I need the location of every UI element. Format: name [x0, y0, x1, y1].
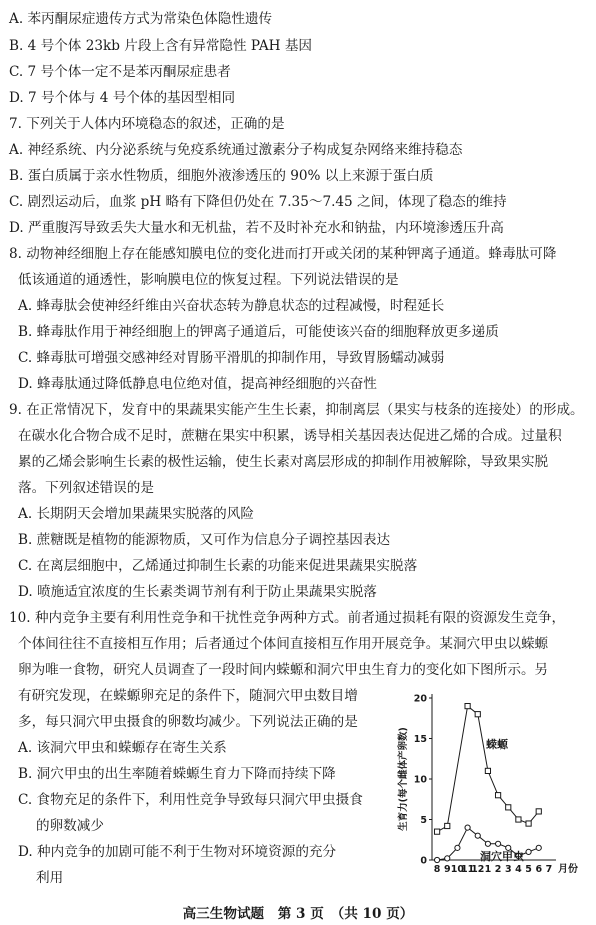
q9-stem-line-1: 9. 在正常情况下，发育中的果蔬果实能产生生长素，抑制离层（果实与枝条的连接处）的形成。 — [9, 402, 584, 418]
q7-stem: 7. 下列关于人体内环境稳态的叙述，正确的是 — [9, 116, 285, 132]
q6-option-d: D. 7 号个体与 4 号个体的基因型相同 — [9, 90, 236, 106]
q10-stem-line-1: 10. 种内竞争主要有利用性竞争和干扰性竞争两种方式。前者通过损耗有限的资源发生竞争， — [9, 610, 566, 626]
q10-option-a: A. 该洞穴甲虫和蝾螈存在寄生关系 — [18, 740, 227, 756]
x-tick-label: 9 — [443, 864, 451, 875]
q8-option-c: C. 蜂毒肽可增强交感神经对胃肠平滑肌的抑制作用，导致胃肠蠕动减弱 — [18, 350, 445, 366]
x-tick-label: 6 — [535, 864, 543, 875]
q8-stem-line-1: 8. 动物神经细胞上存在能感知膜电位的变化进而打开或关闭的某种钾离子通道。蜂毒肽可降 — [9, 246, 557, 262]
series-point-1 — [495, 841, 500, 846]
x-tick-label: 3 — [504, 864, 512, 875]
x-tick-label: 12 — [471, 864, 485, 875]
x-tick-label: 5 — [525, 864, 532, 875]
x-tick-label: 1 — [484, 864, 492, 875]
series-point-0 — [485, 768, 490, 773]
q9-stem-line-2: 在碳水化合物合成不足时，蔗糖在果实中积累，诱导相关基因表达促进乙烯的合成。过量积 — [18, 428, 562, 444]
q8-stem-line-2: 低该通道的通透性，影响膜电位的恢复过程。下列说法错误的是 — [18, 272, 399, 288]
q10-option-d: D. 种内竞争的加剧可能不利于生物对环境资源的充分 — [18, 844, 337, 860]
series-point-0 — [475, 712, 480, 717]
series-point-1 — [445, 856, 450, 861]
q7-option-b: B. 蛋白质属于亲水性物质，细胞外液渗透压的 90% 以上来源于蛋白质 — [9, 168, 434, 184]
series-point-0 — [434, 829, 439, 834]
x-axis-label: 月份 — [558, 864, 578, 875]
y-tick-label: 5 — [420, 815, 427, 826]
q7-option-a: A. 神经系统、内分泌系统与免疫系统通过激素分子构成复杂网络来维持稳态 — [9, 142, 463, 158]
series-point-1 — [536, 845, 541, 850]
series-label-1: 洞穴甲虫 — [480, 850, 524, 863]
x-tick-label: 7 — [545, 864, 553, 875]
q9-option-b: B. 蔗糖既是植物的能源物质，又可作为信息分子调控基因表达 — [18, 532, 391, 548]
q6-option-a: A. 苯丙酮尿症遗传方式为常染色体隐性遗传 — [9, 11, 273, 27]
y-tick-label: 15 — [413, 734, 427, 745]
fertility-chart — [396, 690, 596, 895]
series-point-1 — [526, 849, 531, 854]
q8-option-d: D. 蜂毒肽通过降低静息电位绝对值，提高神经细胞的兴奋性 — [18, 376, 377, 392]
series-point-0 — [516, 817, 521, 822]
q10-stem-line-4: 有研究发现，在蝾螈卵充足的条件下，随洞穴甲虫数目增 — [18, 688, 358, 704]
q9-option-d: D. 喷施适宜浓度的生长素类调节剂有利于防止果蔬果实脱落 — [18, 584, 377, 600]
q10-stem-line-5: 多，每只洞穴甲虫摄食的卵数均减少。下列说法正确的是 — [18, 714, 358, 730]
series-point-0 — [536, 809, 541, 814]
x-tick-label: 2 — [494, 864, 502, 875]
q7-option-c: C. 剧烈运动后，血浆 pH 略有下降但仍处在 7.35～7.45 之间，体现了稳态的维持 — [9, 194, 507, 210]
y-tick-label: 10 — [413, 774, 427, 786]
q10-option-b: B. 洞穴甲虫的出生率随着蝾螈生育力下降而持续下降 — [18, 766, 336, 782]
x-tick-label: 11 — [460, 864, 475, 875]
x-tick-label: 4 — [515, 864, 522, 875]
q7-option-d: D. 严重腹泻导致丢失大量水和无机盐，若不及时补充水和钠盐，内环境渗透压升高 — [9, 220, 504, 236]
q6-option-b: B. 4 号个体 23kb 片段上含有异常隐性 PAH 基因 — [9, 38, 313, 54]
q9-option-c: C. 在离层细胞中，乙烯通过抑制生长素的功能来促进果蔬果实脱落 — [18, 558, 418, 574]
y-tick-label: 20 — [413, 693, 427, 705]
series-point-1 — [485, 841, 490, 846]
y-tick-label: 0 — [420, 855, 427, 867]
q10-option-c-cont: 的卵数减少 — [36, 818, 104, 834]
q8-option-b: B. 蜂毒肽作用于神经细胞上的钾离子通道后，可能使该兴奋的细胞释放更多递质 — [18, 324, 499, 340]
q10-stem-line-2: 个体间往往不直接相互作用；后者通过个体间直接相互作用开展竞争。某洞穴甲虫以蝾螈 — [18, 636, 549, 652]
series-label-0: 蝾螈 — [486, 738, 508, 751]
q9-stem-line-4: 落。下列叙述错误的是 — [18, 480, 154, 496]
q10-option-d-cont: 利用 — [36, 870, 64, 886]
series-point-0 — [445, 823, 450, 828]
series-point-0 — [495, 793, 500, 798]
q10-option-c: C. 食物充足的条件下，利用性竞争导致每只洞穴甲虫摄食 — [18, 792, 363, 808]
series-point-1 — [434, 857, 439, 862]
series-point-1 — [455, 845, 460, 850]
series-point-0 — [526, 821, 531, 826]
q8-option-a: A. 蜂毒肽会使神经纤维由兴奋状态转为静息状态的过程减慢，时程延长 — [18, 298, 445, 314]
series-point-1 — [465, 825, 470, 830]
series-point-0 — [465, 704, 470, 709]
x-tick-label: 8 — [433, 864, 441, 875]
y-axis-label: 生育力(每个雌体产卵数) — [398, 727, 409, 831]
x-tick-label: 10 — [450, 864, 465, 875]
series-point-1 — [475, 833, 480, 838]
q10-stem-line-3: 卵为唯一食物，研究人员调查了一段时间内蝾螈和洞穴甲虫生育力的变化如下图所示。另 — [18, 662, 549, 678]
q6-option-c: C. 7 号个体一定不是苯丙酮尿症患者 — [9, 64, 231, 80]
page-footer: 高三生物试题 第 3 页 （共 10 页） — [182, 906, 414, 922]
q9-option-a: A. 长期阴天会增加果蔬果实脱落的风险 — [18, 506, 254, 522]
q9-stem-line-3: 累的乙烯会影响生长素的极性运输，使生长素对离层形成的抑制作用被解除，导致果实脱 — [18, 454, 549, 470]
series-point-0 — [506, 805, 511, 810]
